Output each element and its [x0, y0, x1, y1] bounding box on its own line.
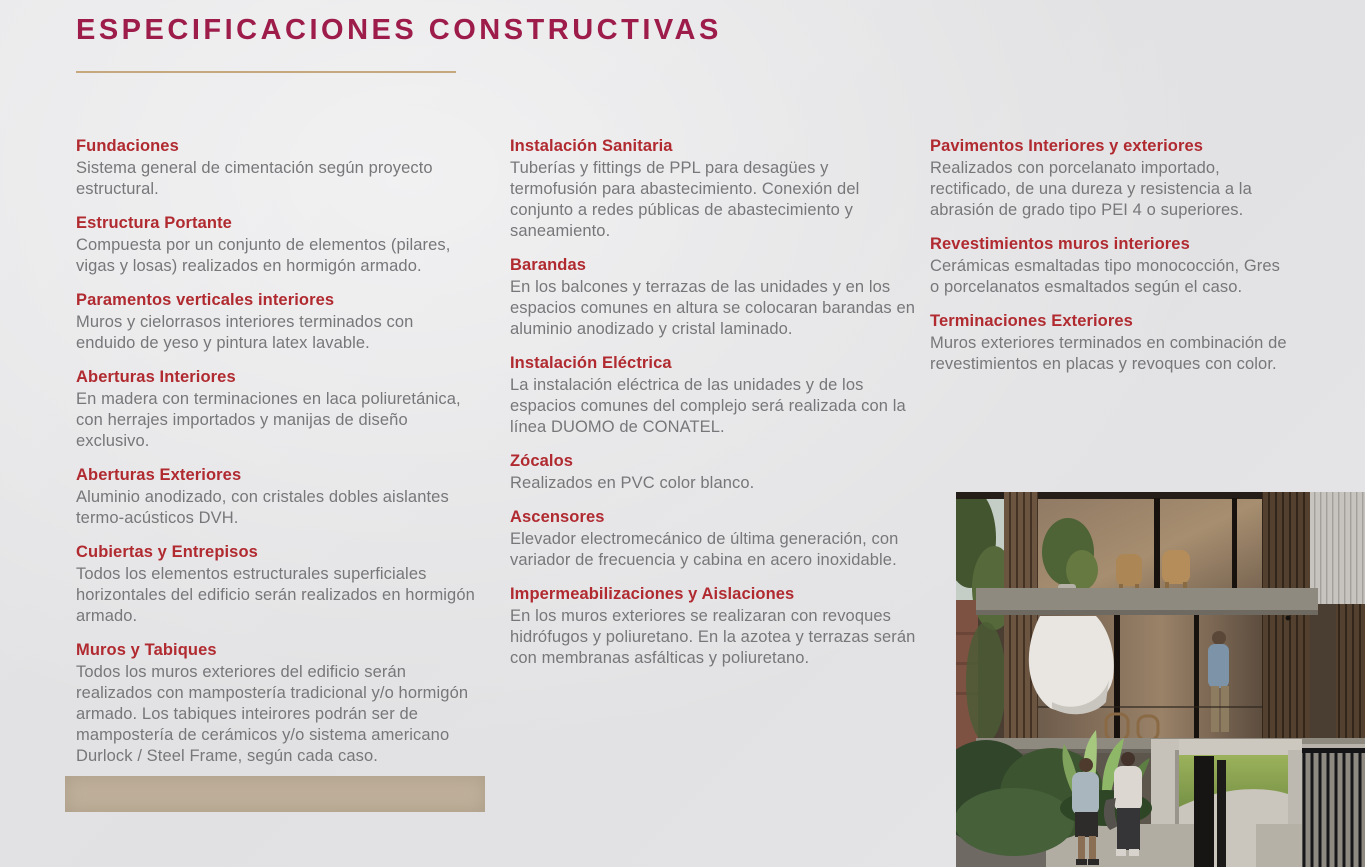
spec-heading: Aberturas Exteriores	[76, 466, 242, 484]
spec-column-2	[510, 136, 918, 682]
spec-section-pavimentos	[930, 136, 1290, 221]
spec-body: Muros y cielorrasos interiores terminados con enduido de yeso y pintura latex lavable.	[76, 313, 414, 352]
spec-heading: Muros y Tabiques	[76, 641, 217, 659]
spec-body: Todos los elementos estructurales superficiales horizontales del edificio serán realizados en hormigón armado.	[76, 565, 475, 625]
spec-section-terminaciones	[930, 311, 1290, 375]
spec-body: Elevador electromecánico de última generación, con variador de frecuencia y cabina en acero inoxidable.	[510, 530, 899, 569]
spec-heading: Terminaciones Exteriores	[930, 312, 1133, 330]
spec-body: En los muros exteriores se realizaran con revoques hidrófugos y poliuretano. En la azotea y terrazas serán con membranas asfálticas y poliuretano.	[510, 607, 916, 667]
spec-heading: Estructura Portante	[76, 214, 232, 232]
spec-section-zocalos	[510, 451, 918, 494]
spec-heading: Zócalos	[510, 452, 574, 470]
spec-heading: Cubiertas y Entrepisos	[76, 543, 258, 561]
spec-heading: Fundaciones	[76, 137, 179, 155]
spec-body: Aluminio anodizado, con cristales dobles aislantes termo-acústicos DVH.	[76, 488, 449, 527]
spec-body: Compuesta por un conjunto de elementos (pilares, vigas y losas) realizados en hormigón armado.	[76, 236, 451, 275]
spec-heading: Impermeabilizaciones y Aislaciones	[510, 585, 795, 603]
spec-column-1	[76, 136, 476, 780]
spec-section-aberturas-exteriores	[76, 465, 476, 529]
spec-section-instalacion-electrica	[510, 353, 918, 438]
spec-section-fundaciones	[76, 136, 476, 200]
spec-body: Todos los muros exteriores del edificio serán realizados con mampostería tradicional y/o hormigón armado. Los tabiques inteirores podrán ser de mampostería de cerámicos y/o sistema americano Durlock / Steel Frame, según cada caso.	[76, 663, 469, 765]
decorative-beige-bar	[65, 776, 485, 812]
spec-heading: Barandas	[510, 256, 587, 274]
spec-heading: Pavimentos Interiores y exteriores	[930, 137, 1204, 155]
spec-section-estructura-portante	[76, 213, 476, 277]
spec-body: Sistema general de cimentación según proyecto estructural.	[76, 159, 433, 198]
spec-body: Realizados en PVC color blanco.	[510, 474, 755, 492]
spec-section-impermeabilizaciones	[510, 584, 918, 669]
spec-heading: Instalación Eléctrica	[510, 354, 672, 372]
spec-section-paramentos-verticales	[76, 290, 476, 354]
spec-section-aberturas-interiores	[76, 367, 476, 452]
spec-body: Cerámicas esmaltadas tipo monococción, Gres o porcelanatos esmaltados según el caso.	[930, 257, 1281, 296]
spec-body: La instalación eléctrica de las unidades y de los espacios comunes del complejo será realizada con la línea DUOMO de CONATEL.	[510, 376, 906, 436]
page-title: ESPECIFICACIONES CONSTRUCTIVAS	[76, 14, 722, 46]
spec-body: Realizados con porcelanato importado, rectificado, de una dureza y resistencia a la abrasión de grado tipo PEI 4 o superiores.	[930, 159, 1252, 219]
spec-section-instalacion-sanitaria	[510, 136, 918, 242]
spec-column-3	[930, 136, 1290, 388]
building-photo	[956, 492, 1365, 867]
spec-section-barandas	[510, 255, 918, 340]
spec-body: Tuberías y fittings de PPL para desagües y termofusión para abastecimiento. Conexión del conjunto a redes públicas de abastecimiento y saneamiento.	[510, 159, 860, 240]
spec-body: En madera con terminaciones en laca poliuretánica, con herrajes importados y manijas de diseño exclusivo.	[76, 390, 461, 450]
spec-heading: Paramentos verticales interiores	[76, 291, 335, 309]
title-underline	[76, 71, 456, 73]
spec-section-ascensores	[510, 507, 918, 571]
spec-body: Muros exteriores terminados en combinación de revestimientos en placas y revoques con color.	[930, 334, 1287, 373]
spec-heading: Ascensores	[510, 508, 605, 526]
spec-section-revestimientos	[930, 234, 1290, 298]
spec-body: En los balcones y terrazas de las unidades y en los espacios comunes en altura se colocaran barandas en aluminio anodizado y cristal laminado.	[510, 278, 916, 338]
spec-heading: Instalación Sanitaria	[510, 137, 673, 155]
spec-heading: Revestimientos muros interiores	[930, 235, 1190, 253]
spec-heading: Aberturas Interiores	[76, 368, 236, 386]
building-rendering-illustration	[956, 492, 1365, 867]
spec-section-cubiertas-entrepisos	[76, 542, 476, 627]
spec-section-muros-tabiques	[76, 640, 476, 767]
